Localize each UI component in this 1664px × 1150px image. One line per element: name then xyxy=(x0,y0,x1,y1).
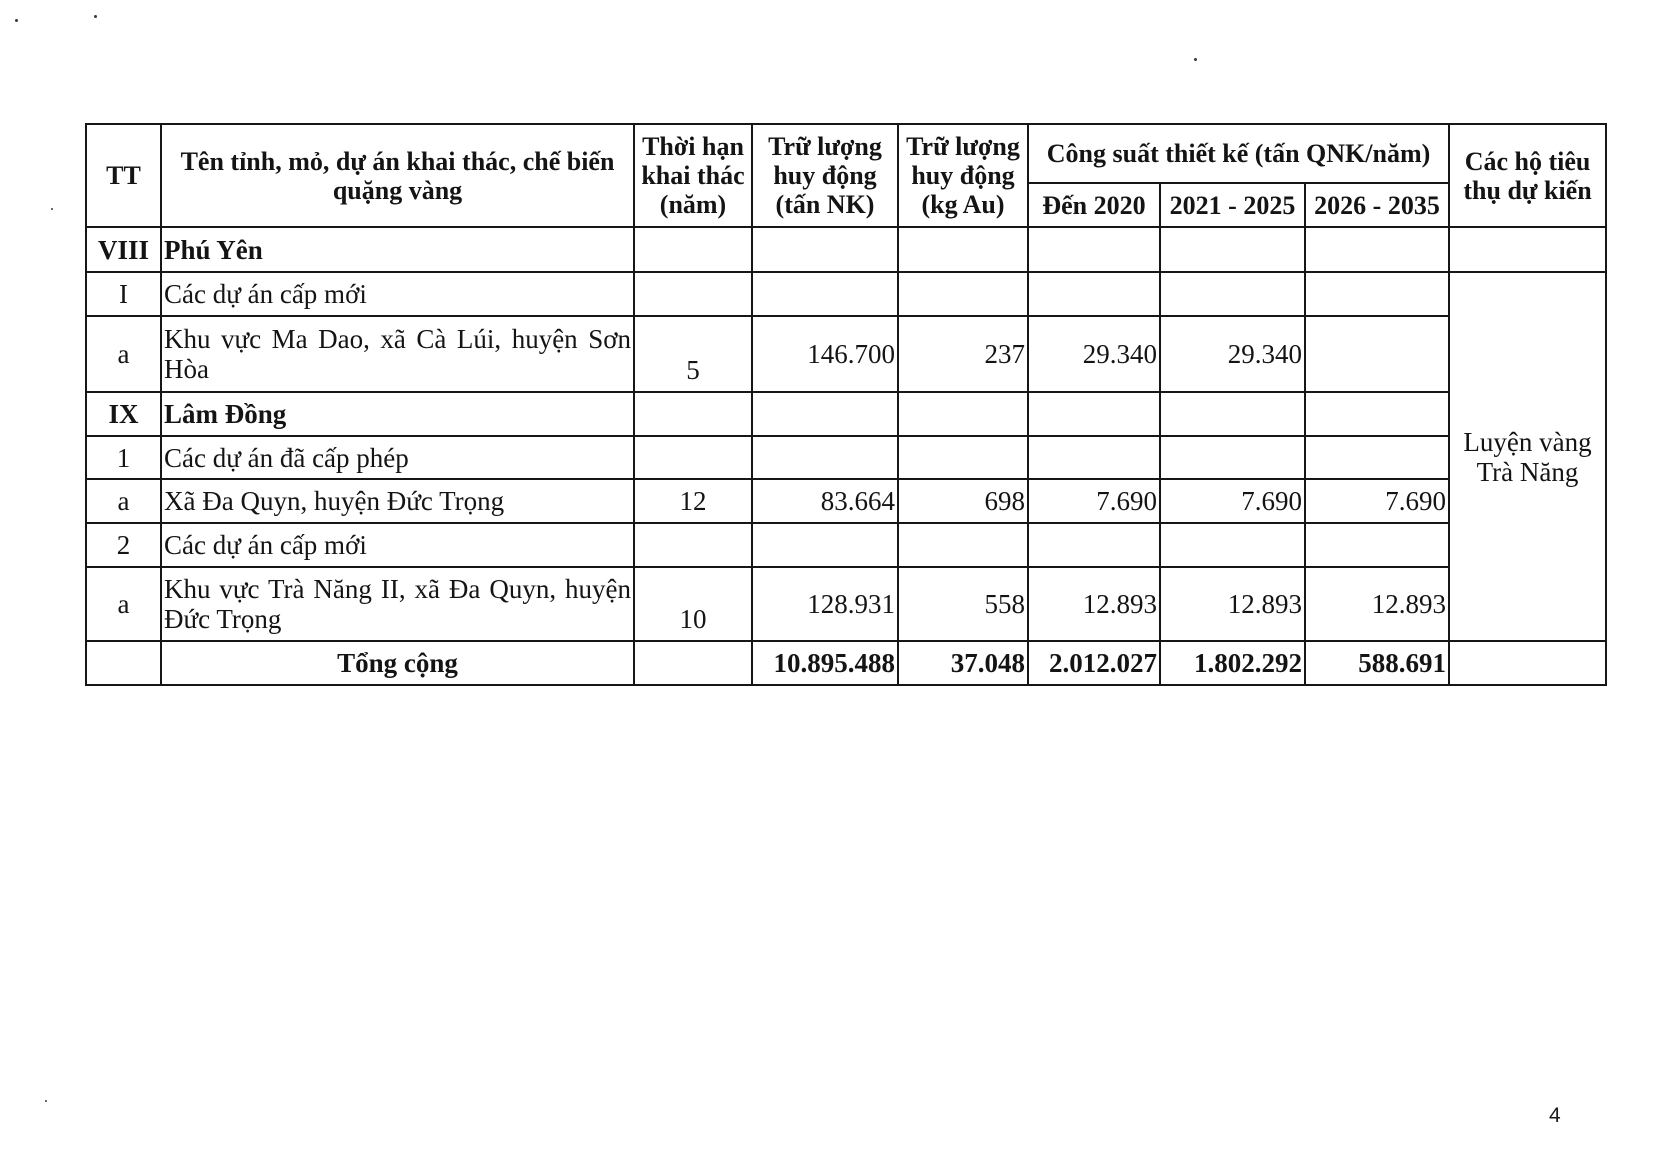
row-phu-yen xyxy=(86,227,1606,272)
cell-name: Các dự án cấp mới xyxy=(161,523,634,567)
row-lam-dong xyxy=(86,392,1606,436)
header-capacity-2021-2025: 2021 - 2025 xyxy=(1160,183,1305,227)
row-da-quyn xyxy=(86,479,1606,523)
header-capacity-2026-2035: 2026 - 2035 xyxy=(1305,183,1449,227)
cell-tt: IX xyxy=(86,392,161,436)
total-reserve-gold: 37.048 xyxy=(898,641,1028,685)
row-total xyxy=(86,641,1606,685)
total-reserve-ore: 10.895.488 xyxy=(752,641,898,685)
cell-capacity-2021-2025 xyxy=(1160,392,1305,436)
cell-reserve-gold xyxy=(898,272,1028,316)
page-number: 4 xyxy=(1549,1104,1561,1127)
cell-capacity-2026-2035: 12.893 xyxy=(1305,567,1449,641)
cell-duration: 12 xyxy=(634,479,752,523)
cell-reserve-ore xyxy=(752,436,898,479)
cell-tt: VIII xyxy=(86,227,161,272)
cell-capacity-2026-2035: 7.690 xyxy=(1305,479,1449,523)
cell-capacity-2021-2025 xyxy=(1160,272,1305,316)
cell-tt: a xyxy=(86,316,161,392)
cell-capacity-2026-2035 xyxy=(1305,392,1449,436)
cell-capacity-2021-2025 xyxy=(1160,523,1305,567)
cell-capacity-2020: 29.340 xyxy=(1028,316,1160,392)
cell-duration xyxy=(634,272,752,316)
cell-capacity-2026-2035 xyxy=(1305,227,1449,272)
header-reserve-ore: Trữ lượng huy động (tấn NK) xyxy=(752,124,898,227)
cell-name: Xã Đa Quyn, huyện Đức Trọng xyxy=(161,479,634,523)
gold-mining-projects-table xyxy=(85,123,1607,686)
cell-reserve-ore xyxy=(752,523,898,567)
cell-tt: a xyxy=(86,479,161,523)
cell-name: Lâm Đồng xyxy=(161,392,634,436)
row-ma-dao xyxy=(86,316,1606,392)
row-licensed-projects xyxy=(86,436,1606,479)
cell-reserve-ore: 83.664 xyxy=(752,479,898,523)
cell-duration xyxy=(634,641,752,685)
header-row xyxy=(86,124,1606,183)
header-reserve-gold: Trữ lượng huy động (kg Au) xyxy=(898,124,1028,227)
cell-capacity-2020: 12.893 xyxy=(1028,567,1160,641)
cell-capacity-2020 xyxy=(1028,436,1160,479)
cell-duration: 5 xyxy=(634,316,752,392)
cell-tt xyxy=(86,641,161,685)
cell-reserve-gold: 237 xyxy=(898,316,1028,392)
cell-consumer-merged: Luyện vàng Trà Năng xyxy=(1449,272,1606,641)
row-new-projects xyxy=(86,272,1606,316)
cell-capacity-2026-2035 xyxy=(1305,272,1449,316)
cell-reserve-gold xyxy=(898,523,1028,567)
cell-capacity-2020 xyxy=(1028,272,1160,316)
cell-name: Khu vực Trà Năng II, xã Đa Quyn, huyện Đức Trọng xyxy=(161,567,634,641)
cell-capacity-2020 xyxy=(1028,392,1160,436)
total-capacity-2026-2035: 588.691 xyxy=(1305,641,1449,685)
cell-tt: 1 xyxy=(86,436,161,479)
cell-capacity-2021-2025: 12.893 xyxy=(1160,567,1305,641)
cell-reserve-ore: 146.700 xyxy=(752,316,898,392)
cell-tt: I xyxy=(86,272,161,316)
cell-reserve-gold xyxy=(898,436,1028,479)
row-new-projects xyxy=(86,523,1606,567)
cell-consumer xyxy=(1449,227,1606,272)
row-tra-nang-ii xyxy=(86,567,1606,641)
cell-consumer xyxy=(1449,641,1606,685)
header-duration: Thời hạn khai thác (năm) xyxy=(634,124,752,227)
cell-reserve-gold xyxy=(898,392,1028,436)
cell-capacity-2021-2025: 29.340 xyxy=(1160,316,1305,392)
cell-reserve-ore xyxy=(752,392,898,436)
header-capacity: Công suất thiết kế (tấn QNK/năm) xyxy=(1028,124,1449,183)
cell-duration xyxy=(634,523,752,567)
total-label: Tổng cộng xyxy=(161,641,634,685)
cell-capacity-2026-2035 xyxy=(1305,523,1449,567)
cell-tt: a xyxy=(86,567,161,641)
scan-speck xyxy=(1194,58,1197,61)
cell-duration xyxy=(634,227,752,272)
cell-name: Các dự án cấp mới xyxy=(161,272,634,316)
cell-capacity-2020 xyxy=(1028,523,1160,567)
cell-duration: 10 xyxy=(634,567,752,641)
cell-capacity-2020 xyxy=(1028,227,1160,272)
cell-name: Khu vực Ma Dao, xã Cà Lúi, huyện Sơn Hòa xyxy=(161,316,634,392)
header-capacity-2020: Đến 2020 xyxy=(1028,183,1160,227)
cell-tt: 2 xyxy=(86,523,161,567)
cell-capacity-2026-2035 xyxy=(1305,436,1449,479)
cell-name: Các dự án đã cấp phép xyxy=(161,436,634,479)
cell-capacity-2026-2035 xyxy=(1305,316,1449,392)
total-capacity-2020: 2.012.027 xyxy=(1028,641,1160,685)
cell-reserve-ore xyxy=(752,272,898,316)
cell-capacity-2021-2025 xyxy=(1160,227,1305,272)
total-capacity-2021-2025: 1.802.292 xyxy=(1160,641,1305,685)
cell-duration xyxy=(634,436,752,479)
scan-speck xyxy=(45,1100,47,1102)
scan-speck xyxy=(94,15,97,18)
cell-reserve-gold: 698 xyxy=(898,479,1028,523)
cell-reserve-ore: 128.931 xyxy=(752,567,898,641)
scan-speck xyxy=(51,208,53,210)
header-consumers: Các hộ tiêu thụ dự kiến xyxy=(1449,124,1606,227)
cell-reserve-gold xyxy=(898,227,1028,272)
cell-name: Phú Yên xyxy=(161,227,634,272)
cell-capacity-2020: 7.690 xyxy=(1028,479,1160,523)
header-name: Tên tỉnh, mỏ, dự án khai thác, chế biến quặng vàng xyxy=(161,124,634,227)
cell-reserve-ore xyxy=(752,227,898,272)
cell-duration xyxy=(634,392,752,436)
cell-capacity-2021-2025: 7.690 xyxy=(1160,479,1305,523)
header-tt: TT xyxy=(86,124,161,227)
cell-reserve-gold: 558 xyxy=(898,567,1028,641)
cell-capacity-2021-2025 xyxy=(1160,436,1305,479)
scan-speck xyxy=(15,19,18,22)
